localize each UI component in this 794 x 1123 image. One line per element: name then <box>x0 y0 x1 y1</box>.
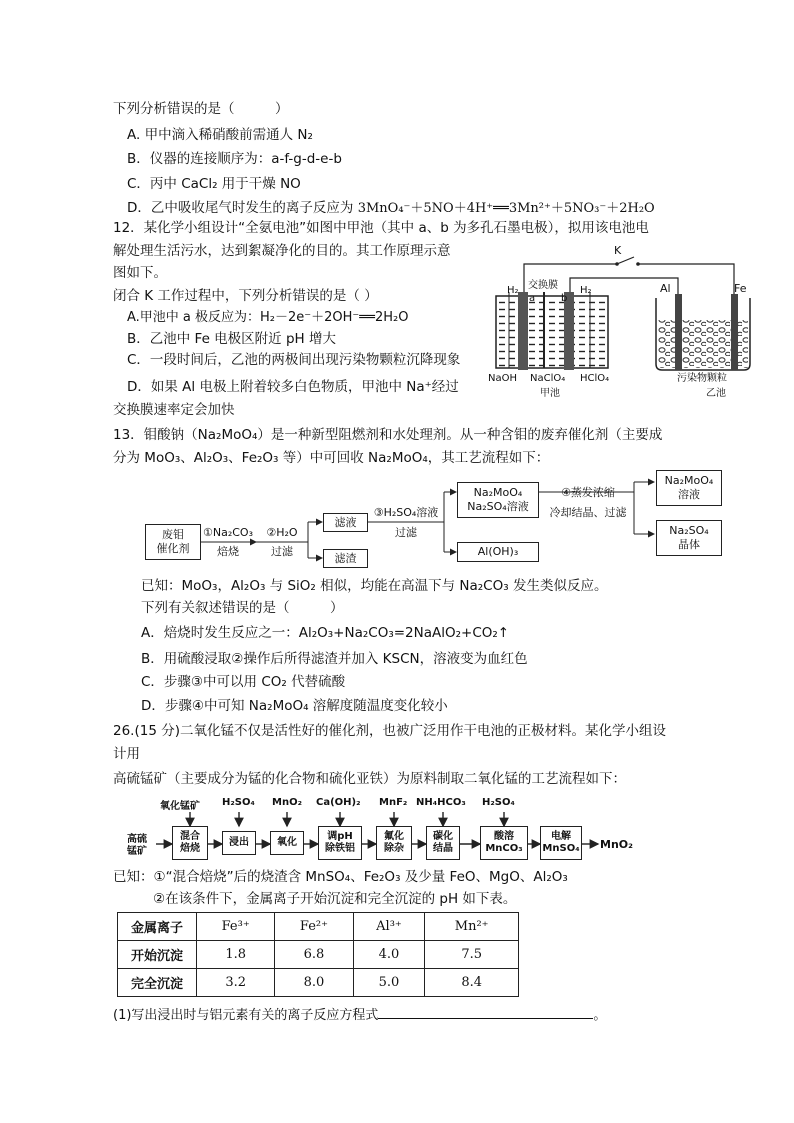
cell-jia-label: 甲池 <box>540 388 560 399</box>
step3-bottom: 过滤 <box>395 526 417 539</box>
step4-bottom: 冷却结晶、过滤 <box>549 506 627 519</box>
q26-known2: ②在该条件下，金属离子开始沉淀和完全沉淀的 pH 如下表。 <box>153 891 517 907</box>
answer-blank[interactable] <box>378 1004 593 1019</box>
reagent-ammonium-bicarbonate: NH₄HCO₃ <box>416 797 466 808</box>
table-cell: Al³⁺ <box>353 913 425 941</box>
q11-option-a: A. 甲中滴入稀硝酸前需通人 N₂ <box>127 127 313 143</box>
q26-sub1-end: 。 <box>593 1008 607 1023</box>
q26-sub1-text: (1)写出浸出时与铝元素有关的离子反应方程式 <box>113 1008 379 1023</box>
switch-k-label: K <box>614 244 622 257</box>
h2-left-label: H₂ <box>507 285 519 296</box>
reagent-sulfuric-acid-1: H₂SO₄ <box>222 797 255 808</box>
step-acid-dissolve: 酸溶 MnCO₃ <box>480 826 528 860</box>
table-cell: 7.5 <box>425 941 519 969</box>
al-electrode-label: Al <box>660 282 671 295</box>
table-cell: Fe²⁺ <box>275 913 353 941</box>
reagent-mnf2: MnF₂ <box>379 797 408 808</box>
step-mixed-roasting: 混合 焙烧 <box>172 826 208 860</box>
reagent-calcium-hydroxide: Ca(OH)₂ <box>316 797 361 808</box>
ph-table <box>117 912 519 997</box>
box-filtrate: 滤液 <box>323 513 368 532</box>
q13-line2: 分为 MoO₃、Al₂O₃、Fe₂O₃ 等）中可回收 Na₂MoO₄，其工艺流程如下： <box>113 450 550 466</box>
q26-line3: 高硫锰矿（主要成分为锰的化合物和硫化亚铁）为原料制取二氧化锰的工艺流程如下： <box>113 771 626 787</box>
table-cell: 金属离子 <box>118 913 197 941</box>
box-sodium-molybdate-solution: Na₂MoO₄ 溶液 <box>656 470 722 506</box>
q26-sub1 <box>113 1004 606 1025</box>
q11-option-d <box>127 199 655 218</box>
q26-known1: 已知：①“混合焙烧”后的烧渣含 MnSO₄、Fe₂O₃ 及少量 FeO、MgO、Al₂O₃ <box>113 869 568 885</box>
q12-option-d-line1: D．如果 Al 电极上附着较多白色物质，甲池中 Na⁺经过 <box>127 379 459 395</box>
q11-option-c: C．丙中 CaCl₂ 用于干燥 NO <box>127 176 301 192</box>
q12-option-c: C．一段时间后，乙池的两极间出现污染物颗粒沉降现象 <box>127 352 461 368</box>
q26-start-ore: 高硫 锰矿 <box>127 834 147 857</box>
q12-line3: 图如下。 <box>113 265 167 281</box>
table-row <box>118 913 519 941</box>
step-fluorination: 氟化 除杂 <box>376 826 412 860</box>
q13-line1: 13．钼酸钠（Na₂MoO₄）是一种新型阻燃剂和水处理剂。从一种含钼的废弃催化剂（主要成 <box>113 427 663 443</box>
q12-line1: 12．某化学小组设计“全氨电池”如图中甲池（其中 a、b 为多孔石墨电极），拟用该电池电 <box>113 220 649 236</box>
q11-option-d-equation: 3MnO₄⁻＋5NO＋4H⁺══3Mn²⁺＋5NO₃⁻＋2H₂O <box>357 201 655 216</box>
table-cell: 5.0 <box>353 969 425 997</box>
q13-option-a: A．焙烧时发生反应之一：Al₂O₃+Na₂CO₃=2NaAlO₂+CO₂↑ <box>141 625 510 641</box>
q12-stem: 闭合 K 工作过程中，下列分析错误的是（ ） <box>113 288 378 304</box>
electrode-b-label: b <box>561 293 568 304</box>
membrane-label: 交换膜 <box>528 280 558 291</box>
table-cell: 6.8 <box>275 941 353 969</box>
fe-electrode-label: Fe <box>734 282 747 295</box>
box-mixed-solution: Na₂MoO₄ Na₂SO₄溶液 <box>457 482 539 518</box>
step-electrolysis: 电解 MnSO₄ <box>540 826 582 860</box>
step-carbonization: 碳化 结晶 <box>426 826 460 860</box>
table-cell: 8.4 <box>425 969 519 997</box>
naclo4-label: NaClO₄ <box>530 373 566 384</box>
table-cell: 3.2 <box>197 969 275 997</box>
q11-stem: 下列分析错误的是（ ） <box>113 101 289 117</box>
table-row <box>118 941 519 969</box>
table-cell: Mn²⁺ <box>425 913 519 941</box>
naoh-label: NaOH <box>488 373 517 384</box>
q13-option-c: C．步骤③中可以用 CO₂ 代替硫酸 <box>141 674 346 690</box>
product-mno2: MnO₂ <box>600 838 633 851</box>
h2-right-label: H₂ <box>580 285 592 296</box>
q13-option-b: B．用硫酸浸取②操作后所得滤渣并加入 KSCN，溶液变为血红色 <box>141 651 528 667</box>
q11-option-d-text: D．乙中吸收尾气时发生的离子反应为 <box>127 200 354 216</box>
pollutant-label: 污染物颗粒 <box>677 373 727 384</box>
reagent-mno2: MnO₂ <box>272 797 302 808</box>
q13-option-d: D．步骤④中可知 Na₂MoO₄ 溶解度随温度变化较小 <box>141 698 448 714</box>
reagent-manganese-oxide-ore: 氧化锰矿 <box>160 801 200 812</box>
box-waste-catalyst: 废钼 催化剂 <box>145 524 201 560</box>
q12-option-d-line2: 交换膜速率定会加快 <box>113 402 235 418</box>
table-row <box>118 969 519 997</box>
table-cell: 开始沉淀 <box>118 941 197 969</box>
step1-top: ①Na₂CO₃ <box>203 526 253 539</box>
table-cell: Fe³⁺ <box>197 913 275 941</box>
q26-line1: 26.(15 分)二氧化锰不仅是活性好的催化剂，也被广泛用作干电池的正极材料。某化学小组设 <box>113 723 666 739</box>
electrode-a-label: a <box>529 293 536 304</box>
q12-option-a: A.甲池中 a 极反应为：H₂－2e⁻＋2OH⁻══2H₂O <box>127 310 409 325</box>
table-cell: 4.0 <box>353 941 425 969</box>
step-oxidation: 氧化 <box>270 831 304 855</box>
step3-top: ③H₂SO₄溶液 <box>373 506 439 519</box>
step2-bottom: 过滤 <box>271 545 293 558</box>
reagent-sulfuric-acid-2: H₂SO₄ <box>482 797 515 808</box>
q26-line2: 计用 <box>113 746 140 762</box>
hclo4-label: HClO₄ <box>580 373 610 384</box>
step1-bottom: 焙烧 <box>217 545 239 558</box>
q12-option-b: B．乙池中 Fe 电极区附近 pH 增大 <box>127 331 336 347</box>
step-leaching: 浸出 <box>222 831 256 855</box>
step2-top: ②H₂O <box>266 526 298 539</box>
q13-known: 已知：MoO₃，Al₂O₃ 与 SiO₂ 相似，均能在高温下与 Na₂CO₃ 发生类似反应。 <box>141 578 608 594</box>
box-residue: 滤渣 <box>323 549 368 568</box>
step4-top: ④蒸发浓缩 <box>561 486 615 499</box>
step-adjust-ph: 调pH 除铁铝 <box>318 826 362 860</box>
q11-option-b: B．仪器的连接顺序为：a-f-g-d-e-b <box>127 151 342 167</box>
q12-line2: 解处理生活污水，达到絮凝净化的目的。其工作原理示意 <box>113 243 451 259</box>
box-sodium-sulfate-crystal: Na₂SO₄ 晶体 <box>656 520 722 556</box>
q13-stem: 下列有关叙述错误的是（ ） <box>141 600 344 616</box>
cell-yi-label: 乙池 <box>706 388 726 399</box>
table-cell: 1.8 <box>197 941 275 969</box>
box-aluminum-hydroxide: Al(OH)₃ <box>457 542 539 562</box>
table-cell: 完全沉淀 <box>118 969 197 997</box>
table-cell: 8.0 <box>275 969 353 997</box>
